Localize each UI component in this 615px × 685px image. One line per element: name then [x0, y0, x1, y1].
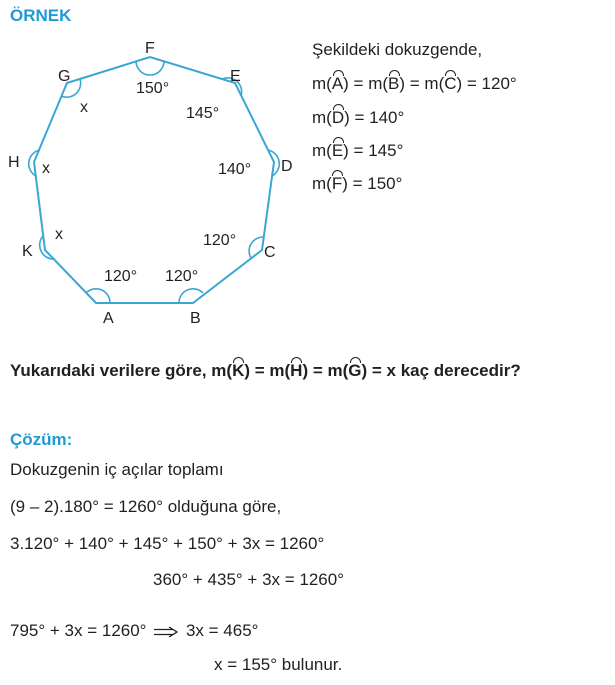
- vertex-label-h: H: [8, 154, 20, 171]
- angle-arc-k: [40, 236, 55, 259]
- angle-label-b: 120°: [165, 268, 199, 285]
- question-text: Yukarıdaki verilere göre, m(K) = m(H) = m(G) = x kaç derecedir?: [10, 361, 521, 380]
- implies-arrow-icon: [153, 626, 179, 638]
- angle-k-symbol: K: [232, 361, 245, 380]
- angle-c-symbol: C: [444, 74, 457, 93]
- vertex-label-k: K: [22, 243, 33, 260]
- nonagon-figure: [0, 30, 300, 360]
- given-line-2: m(A) = m(B) = m(C) = 120°: [312, 74, 517, 93]
- solution-line-5-left: 795° + 3x = 1260°: [10, 621, 147, 640]
- solution-heading: Çözüm:: [10, 430, 73, 449]
- angle-a-symbol: A: [331, 74, 344, 93]
- solution-line-5-right: 3x = 465°: [185, 621, 259, 640]
- given-line-1: Şekildeki dokuzgende,: [312, 40, 483, 59]
- vertex-label-a: A: [103, 310, 114, 327]
- solution-line-1: Dokuzgenin iç açılar toplamı: [10, 460, 224, 479]
- angle-f-symbol: F: [331, 174, 343, 193]
- angle-d-symbol: D: [331, 108, 345, 127]
- angle-label-h: x: [42, 160, 50, 177]
- vertex-label-f: F: [145, 40, 155, 57]
- angle-h-symbol: H: [290, 361, 303, 380]
- vertex-label-d: D: [281, 158, 293, 175]
- angle-g-symbol: G: [348, 361, 362, 380]
- angle-arc-b: [179, 289, 203, 303]
- solution-line-4: 360° + 435° + 3x = 1260°: [153, 570, 345, 589]
- angle-label-e: 145°: [186, 105, 220, 122]
- given-line-4: m(E) = 145°: [312, 141, 404, 160]
- angle-label-a: 120°: [104, 268, 138, 285]
- angle-e-symbol: E: [331, 141, 344, 160]
- solution-line-2: (9 – 2).180° = 1260° olduğuna göre,: [10, 497, 282, 516]
- vertex-label-c: C: [264, 244, 276, 261]
- solution-line-5: [10, 621, 258, 641]
- solution-line-3: 3.120° + 140° + 145° + 150° + 3x = 1260°: [10, 534, 325, 553]
- angle-label-f: 150°: [136, 80, 170, 97]
- given-line-3: m(D) = 140°: [312, 108, 405, 127]
- angle-label-g: x: [80, 99, 88, 116]
- solution-line-6: x = 155° bulunur.: [214, 655, 343, 674]
- vertex-label-g: G: [58, 68, 71, 85]
- angle-b-symbol: B: [388, 74, 400, 93]
- vertex-label-b: B: [190, 310, 201, 327]
- given-line-5: m(F) = 150°: [312, 174, 403, 193]
- angle-arc-f: [136, 61, 164, 75]
- example-heading: ÖRNEK: [10, 6, 72, 25]
- angle-label-k: x: [55, 226, 63, 243]
- vertex-label-e: E: [230, 68, 241, 85]
- angle-label-d: 140°: [218, 161, 252, 178]
- angle-label-c: 120°: [203, 232, 237, 249]
